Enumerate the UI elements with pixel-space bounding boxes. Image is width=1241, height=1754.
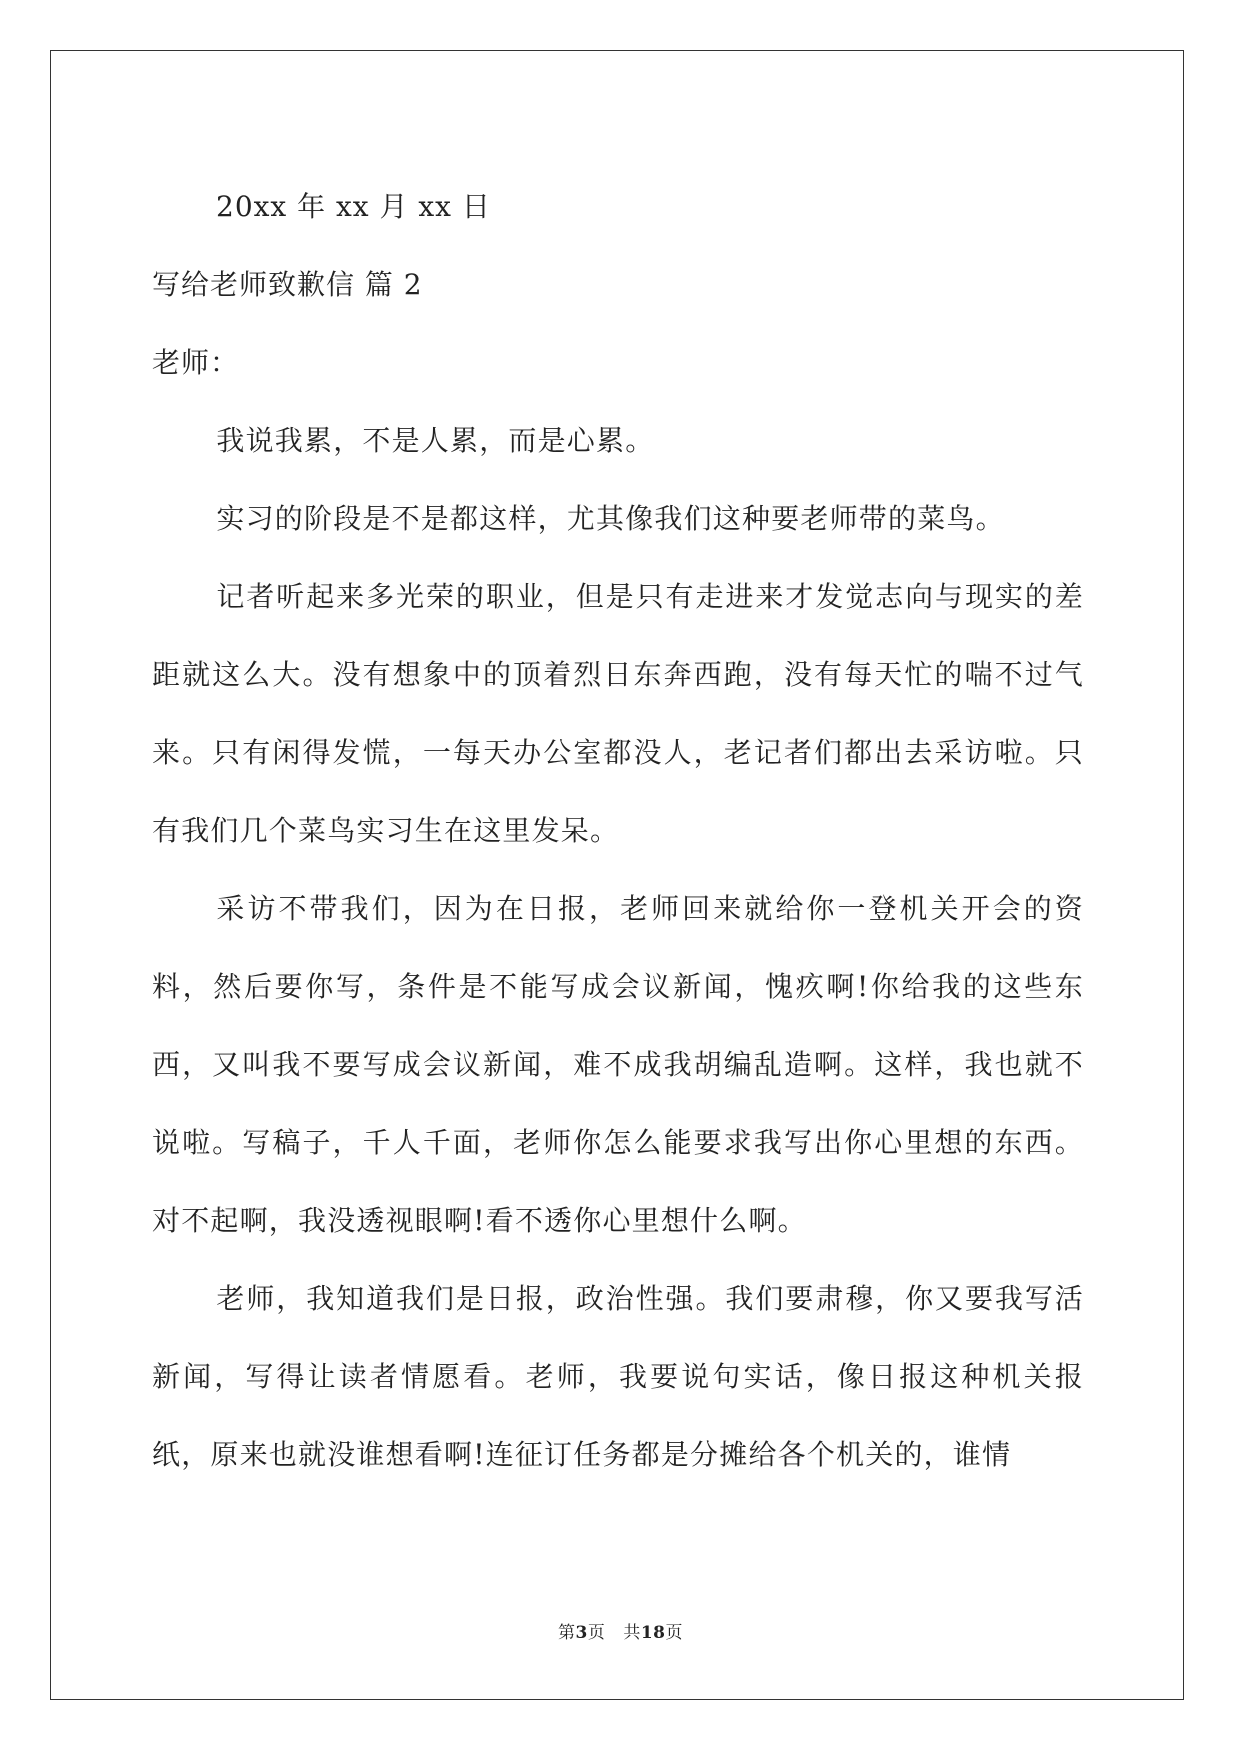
paragraph-2: 实习的阶段是不是都这样，尤其像我们这种要老师带的菜鸟。	[216, 502, 1005, 535]
page-footer	[0, 1618, 1241, 1643]
paragraph-3: 记者听起来多光荣的职业，但是只有走进来才发觉志向与现实的差距就这么大。没有想象中的顶着烈日东奔西跑，没有每天忙的喘不过气来。只有闲得发慌，一每天办公室都没人，老记者们都出去采访啦。只有我们几个菜鸟实习生在这里发呆。	[152, 580, 1084, 847]
page-current: 3	[575, 1623, 588, 1643]
page-total: 18	[640, 1623, 666, 1643]
page-unit: 页	[587, 1623, 606, 1643]
total-unit: 页	[665, 1623, 683, 1643]
salutation: 老师：	[152, 346, 240, 379]
page-prefix: 第	[557, 1623, 576, 1643]
document-body	[152, 168, 1084, 1494]
letter-title: 写给老师致歉信 篇 2	[152, 268, 423, 301]
paragraph-5: 老师，我知道我们是日报，政治性强。我们要肃穆，你又要我写活新闻，写得让读者情愿看。老师，我要说句实话，像日报这种机关报纸，原来也就没谁想看啊!连征订任务都是分摊给各个机关的，谁情	[152, 1282, 1084, 1471]
paragraph-1: 我说我累，不是人累，而是心累。	[216, 424, 655, 457]
date-line: 20xx 年 xx 月 xx 日	[216, 190, 491, 223]
total-prefix: 共	[623, 1623, 641, 1643]
paragraph-4: 采访不带我们，因为在日报，老师回来就给你一登机关开会的资料，然后要你写，条件是不能写成会议新闻，愧疚啊!你给我的这些东西，又叫我不要写成会议新闻，难不成我胡编乱造啊。这样，我也就不说啦。写稿子，千人千面，老师你怎么能要求我写出你心里想的东西。对不起啊，我没透视眼啊!看不透你心里想什么啊。	[152, 892, 1084, 1237]
